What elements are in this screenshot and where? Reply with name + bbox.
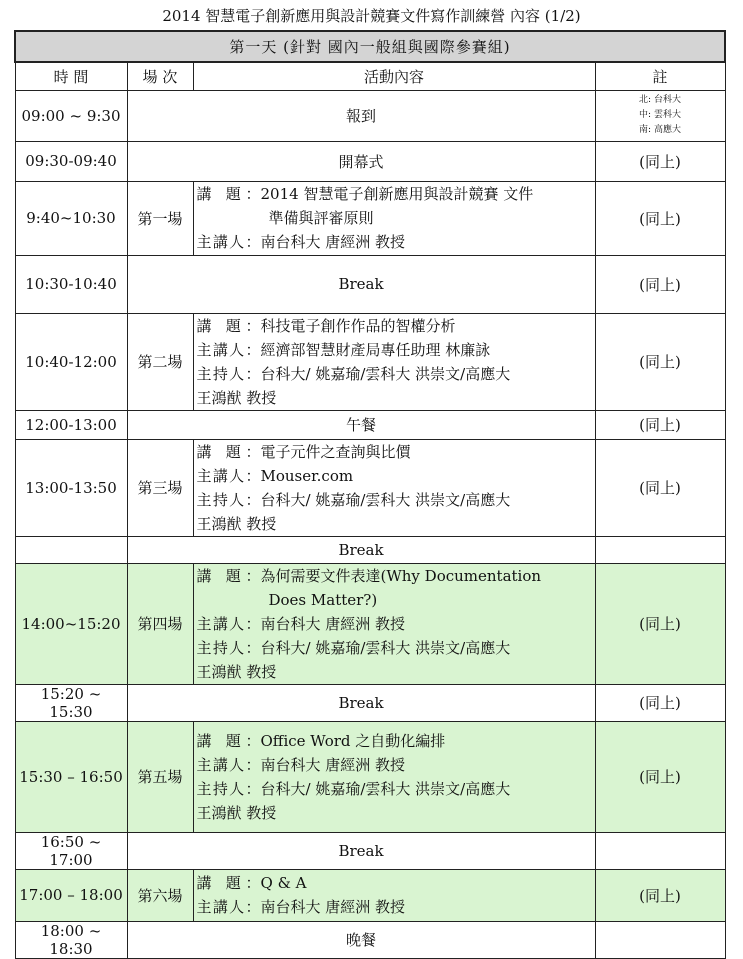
speaker-label: 主講人：	[196, 233, 261, 251]
speaker-label: 主講人：	[196, 898, 261, 916]
topic-line	[197, 314, 592, 338]
topic-value: 電子元件之查詢與比價	[260, 442, 411, 461]
topic-line	[197, 182, 592, 206]
speaker-value: Mouser.com	[260, 466, 354, 485]
time-cell	[15, 536, 127, 563]
topic-value: Q & A	[260, 874, 307, 892]
topic-label: 講 題：	[196, 566, 261, 585]
col-header-content: 活動內容	[193, 62, 595, 90]
topic-label: 講 題：	[196, 316, 261, 335]
schedule-row	[15, 181, 725, 255]
schedule-row	[15, 536, 725, 563]
schedule-row	[15, 141, 725, 181]
content-cell: Break	[127, 832, 595, 869]
note-line: 中: 雲科大	[639, 110, 681, 120]
host-value: 台科大/ 姚嘉瑜/雲科大 洪崇文/高應大	[260, 638, 511, 657]
speaker-value: 南台科大 唐經洲 教授	[260, 898, 406, 916]
topic-label: 講 題：	[196, 874, 261, 892]
host-value: 台科大/ 姚嘉瑜/雲科大 洪崇文/高應大	[260, 490, 511, 509]
registration-row	[15, 90, 725, 141]
activity-details	[193, 313, 595, 410]
note-cell: (同上)	[595, 313, 725, 410]
time-cell: 09:00 ~ 9:30	[15, 90, 127, 141]
session-cell: 第二場	[127, 313, 193, 410]
host-line	[197, 362, 592, 386]
host-label: 主持人：	[196, 364, 261, 383]
schedule-row	[15, 563, 725, 684]
schedule-row	[15, 869, 725, 921]
time-cell: 18:00 ~ 18:30	[15, 921, 127, 958]
host-continuation-line: 王鴻猷 教授	[196, 662, 277, 681]
session-cell: 第一場	[127, 181, 193, 255]
schedule-row	[15, 410, 725, 439]
content-cell: Break	[127, 684, 595, 721]
speaker-label: 主講人：	[196, 755, 261, 774]
note-cell	[595, 536, 725, 563]
note-line: 北: 台科大	[639, 95, 681, 105]
session-cell: 第四場	[127, 563, 193, 684]
topic-line	[197, 871, 592, 895]
speaker-line	[197, 753, 592, 777]
session-cell: 第五場	[127, 721, 193, 832]
column-header-row	[15, 62, 725, 90]
topic-line	[197, 564, 592, 588]
note-cell: (同上)	[595, 563, 725, 684]
topic-value: 科技電子創作作品的智權分析	[260, 316, 456, 335]
content-cell: Break	[127, 255, 595, 313]
host-continuation-line: 王鴻猷 教授	[196, 803, 277, 822]
host-continuation-line: 王鴻猷 教授	[196, 514, 277, 533]
time-cell: 16:50 ~ 17:00	[15, 832, 127, 869]
content-cell: 報到	[127, 90, 595, 141]
speaker-label: 主講人：	[196, 614, 261, 633]
note-cell	[595, 832, 725, 869]
topic-label: 講 題：	[196, 185, 261, 203]
topic-line	[197, 440, 592, 464]
schedule-row	[15, 439, 725, 536]
schedule-row	[15, 832, 725, 869]
topic-value: 為何需要文件表達(Why Documentation	[260, 566, 542, 585]
topic-label: 講 題：	[196, 731, 261, 750]
content-cell: 午餐	[127, 410, 595, 439]
schedule-row	[15, 684, 725, 721]
activity-details	[193, 439, 595, 536]
topic-label: 講 題：	[196, 442, 261, 461]
topic-value: Does Matter?)	[268, 590, 378, 609]
time-cell: 15:20 ~ 15:30	[15, 684, 127, 721]
host-label: 主持人：	[196, 638, 261, 657]
day-header: 第一天 (針對 國內一般組與國際參賽組)	[15, 31, 725, 62]
note-cell: (同上)	[595, 410, 725, 439]
speaker-value: 南台科大 唐經洲 教授	[260, 614, 406, 633]
topic-value: 準備與評審原則	[268, 209, 374, 227]
host-value: 台科大/ 姚嘉瑜/雲科大 洪崇文/高應大	[260, 364, 511, 383]
topic-value: Office Word 之自動化編排	[260, 731, 446, 750]
speaker-value: 南台科大 唐經洲 教授	[260, 755, 406, 774]
continuation-line	[197, 206, 592, 230]
session-cell: 第三場	[127, 439, 193, 536]
col-header-time: 時 間	[15, 62, 127, 90]
activity-details	[193, 181, 595, 255]
session-cell: 第六場	[127, 869, 193, 921]
speaker-line	[197, 895, 592, 919]
activity-details	[193, 721, 595, 832]
note-line: 南: 高應大	[639, 125, 681, 135]
host-line	[197, 777, 592, 801]
time-cell: 09:30-09:40	[15, 141, 127, 181]
speaker-line	[197, 612, 592, 636]
host-continuation-line: 王鴻猷 教授	[196, 388, 277, 407]
speaker-line	[197, 230, 592, 254]
speaker-value: 南台科大 唐經洲 教授	[260, 233, 406, 251]
note-cell: (同上)	[595, 439, 725, 536]
host-label: 主持人：	[196, 779, 261, 798]
time-cell: 14:00~15:20	[15, 563, 127, 684]
topic-value: 2014 智慧電子創新應用與設計競賽 文件	[260, 185, 534, 203]
note-cell: (同上)	[595, 684, 725, 721]
note-cell: (同上)	[595, 255, 725, 313]
col-header-notes: 註	[595, 62, 725, 90]
note-cell: (同上)	[595, 869, 725, 921]
speaker-line	[197, 338, 592, 362]
host-line	[197, 636, 592, 660]
activity-details	[193, 563, 595, 684]
day-header-row	[15, 31, 725, 62]
content-cell: 開幕式	[127, 141, 595, 181]
time-cell: 13:00-13:50	[15, 439, 127, 536]
col-header-session: 場 次	[127, 62, 193, 90]
note-cell: (同上)	[595, 181, 725, 255]
activity-details	[193, 869, 595, 921]
note-cell: (同上)	[595, 721, 725, 832]
content-cell: 晚餐	[127, 921, 595, 958]
host-label: 主持人：	[196, 490, 261, 509]
speaker-value: 經濟部智慧財產局專任助理 林廉詠	[260, 340, 491, 359]
time-cell: 10:40-12:00	[15, 313, 127, 410]
topic-line	[197, 729, 592, 753]
schedule-row	[15, 313, 725, 410]
host-value: 台科大/ 姚嘉瑜/雲科大 洪崇文/高應大	[260, 779, 511, 798]
continuation-line	[197, 588, 592, 612]
schedule-table	[14, 30, 726, 959]
time-cell: 12:00-13:00	[15, 410, 127, 439]
speaker-label: 主講人：	[196, 466, 261, 485]
speaker-line	[197, 464, 592, 488]
speaker-label: 主講人：	[196, 340, 261, 359]
notes-cell	[595, 90, 725, 141]
time-cell: 9:40~10:30	[15, 181, 127, 255]
schedule-row	[15, 721, 725, 832]
time-cell: 10:30-10:40	[15, 255, 127, 313]
content-cell: Break	[127, 536, 595, 563]
host-line	[197, 488, 592, 512]
document-title: 2014 智慧電子創新應用與設計競賽文件寫作訓練營 內容 (1/2)	[162, 7, 581, 25]
schedule-row	[15, 255, 725, 313]
time-cell: 15:30 – 16:50	[15, 721, 127, 832]
note-cell: (同上)	[595, 141, 725, 181]
time-cell: 17:00 – 18:00	[15, 869, 127, 921]
